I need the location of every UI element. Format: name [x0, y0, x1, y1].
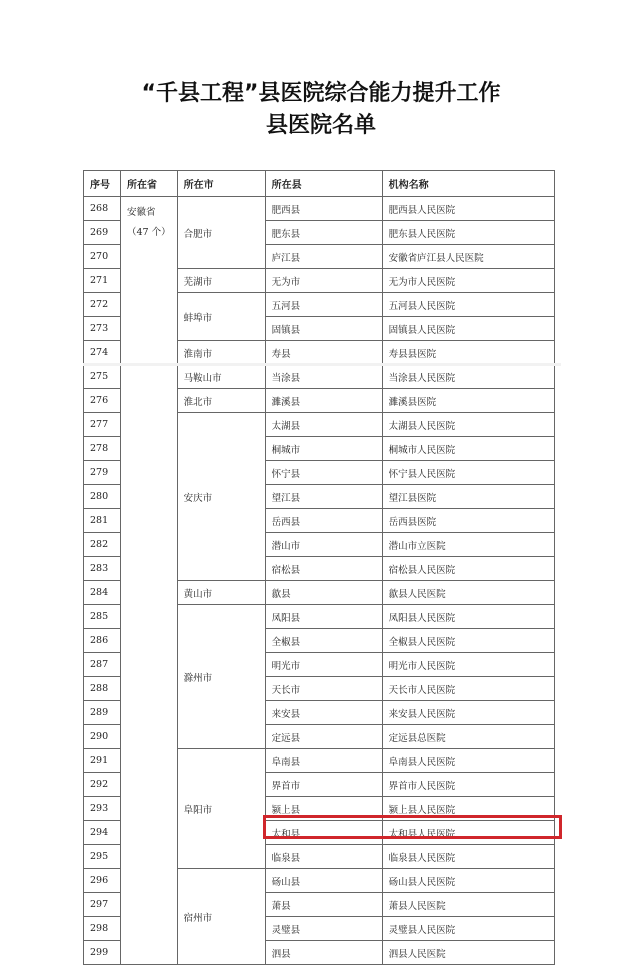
institution-cell: 无为市人民医院 [382, 269, 554, 293]
institution-cell: 肥西县人民医院 [382, 197, 554, 221]
row-number: 288 [84, 677, 121, 701]
city-cell: 马鞍山市 [177, 365, 265, 389]
institution-cell: 五河县人民医院 [382, 293, 554, 317]
county-cell: 庐江县 [265, 245, 382, 269]
city-cell: 合肥市 [177, 197, 265, 269]
city-cell: 淮北市 [177, 389, 265, 413]
row-number: 268 [84, 197, 121, 221]
table-header-row [84, 171, 555, 197]
county-cell: 宿松县 [265, 557, 382, 581]
row-number: 295 [84, 845, 121, 869]
row-number: 273 [84, 317, 121, 341]
row-number: 276 [84, 389, 121, 413]
province-name: 安徽省 [127, 207, 156, 218]
institution-cell: 寿县县医院 [382, 341, 554, 365]
institution-cell: 定远县总医院 [382, 725, 554, 749]
table-row [84, 197, 555, 221]
county-cell: 灵璧县 [265, 917, 382, 941]
header-seq: 序号 [84, 171, 121, 197]
county-cell: 桐城市 [265, 437, 382, 461]
institution-cell: 凤阳县人民医院 [382, 605, 554, 629]
county-cell: 砀山县 [265, 869, 382, 893]
county-cell: 太湖县 [265, 413, 382, 437]
institution-cell: 来安县人民医院 [382, 701, 554, 725]
county-cell: 五河县 [265, 293, 382, 317]
institution-cell: 固镇县人民医院 [382, 317, 554, 341]
header-province: 所在省 [121, 171, 178, 197]
institution-cell: 颍上县人民医院 [382, 797, 554, 821]
institution-cell: 望江县医院 [382, 485, 554, 509]
city-cell: 淮南市 [177, 341, 265, 365]
row-number: 284 [84, 581, 121, 605]
city-cell: 宿州市 [177, 869, 265, 965]
row-number: 298 [84, 917, 121, 941]
institution-cell: 宿松县人民医院 [382, 557, 554, 581]
county-cell: 望江县 [265, 485, 382, 509]
county-cell: 天长市 [265, 677, 382, 701]
county-cell: 当涂县 [265, 365, 382, 389]
county-cell: 肥西县 [265, 197, 382, 221]
institution-cell: 萧县人民医院 [382, 893, 554, 917]
row-number: 290 [84, 725, 121, 749]
institution-cell: 肥东县人民医院 [382, 221, 554, 245]
header-institution: 机构名称 [382, 171, 554, 197]
county-cell: 来安县 [265, 701, 382, 725]
row-number: 280 [84, 485, 121, 509]
city-cell: 阜阳市 [177, 749, 265, 869]
institution-cell: 怀宁县人民医院 [382, 461, 554, 485]
institution-cell: 全椒县人民医院 [382, 629, 554, 653]
row-number: 299 [84, 941, 121, 965]
county-cell: 泗县 [265, 941, 382, 965]
institution-cell: 泗县人民医院 [382, 941, 554, 965]
row-number: 283 [84, 557, 121, 581]
document-title: “千县工程”县医院综合能力提升工作 [141, 81, 501, 106]
institution-cell: 潜山市立医院 [382, 533, 554, 557]
institution-cell: 歙县人民医院 [382, 581, 554, 605]
county-cell: 颍上县 [265, 797, 382, 821]
row-number: 297 [84, 893, 121, 917]
county-cell: 怀宁县 [265, 461, 382, 485]
row-number: 281 [84, 509, 121, 533]
county-cell: 固镇县 [265, 317, 382, 341]
header-county: 所在县 [265, 171, 382, 197]
county-cell: 明光市 [265, 653, 382, 677]
institution-cell: 濉溪县医院 [382, 389, 554, 413]
institution-cell: 岳西县医院 [382, 509, 554, 533]
county-cell: 全椒县 [265, 629, 382, 653]
county-cell: 濉溪县 [265, 389, 382, 413]
row-number: 270 [84, 245, 121, 269]
county-cell: 歙县 [265, 581, 382, 605]
row-number: 279 [84, 461, 121, 485]
institution-cell: 天长市人民医院 [382, 677, 554, 701]
province-cell [121, 197, 178, 965]
county-cell: 萧县 [265, 893, 382, 917]
institution-cell: 砀山县人民医院 [382, 869, 554, 893]
row-number: 291 [84, 749, 121, 773]
city-cell: 安庆市 [177, 413, 265, 581]
county-cell: 寿县 [265, 341, 382, 365]
row-number: 287 [84, 653, 121, 677]
row-number: 277 [84, 413, 121, 437]
city-cell: 蚌埠市 [177, 293, 265, 341]
county-cell: 太和县 [265, 821, 382, 845]
row-number: 272 [84, 293, 121, 317]
institution-cell: 太湖县人民医院 [382, 413, 554, 437]
row-number: 269 [84, 221, 121, 245]
row-number: 294 [84, 821, 121, 845]
row-number: 286 [84, 629, 121, 653]
highlight-box [263, 815, 562, 839]
row-number: 296 [84, 869, 121, 893]
row-number: 271 [84, 269, 121, 293]
county-cell: 临泉县 [265, 845, 382, 869]
institution-cell: 桐城市人民医院 [382, 437, 554, 461]
county-cell: 潜山市 [265, 533, 382, 557]
page-seam [83, 363, 561, 366]
row-number: 275 [84, 365, 121, 389]
county-cell: 界首市 [265, 773, 382, 797]
document-subtitle: 县医院名单 [265, 113, 376, 138]
province-count: （47 个） [127, 227, 171, 238]
row-number: 274 [84, 341, 121, 365]
row-number: 278 [84, 437, 121, 461]
county-cell: 定远县 [265, 725, 382, 749]
county-cell: 岳西县 [265, 509, 382, 533]
institution-cell: 太和县人民医院 [382, 821, 554, 845]
row-number: 289 [84, 701, 121, 725]
county-cell: 无为市 [265, 269, 382, 293]
county-cell: 凤阳县 [265, 605, 382, 629]
city-cell: 滁州市 [177, 605, 265, 749]
institution-cell: 安徽省庐江县人民医院 [382, 245, 554, 269]
row-number: 285 [84, 605, 121, 629]
institution-cell: 灵璧县人民医院 [382, 917, 554, 941]
institution-cell: 界首市人民医院 [382, 773, 554, 797]
institution-cell: 明光市人民医院 [382, 653, 554, 677]
institution-cell: 当涂县人民医院 [382, 365, 554, 389]
institution-cell: 临泉县人民医院 [382, 845, 554, 869]
hospital-list-table [83, 170, 555, 965]
county-cell: 肥东县 [265, 221, 382, 245]
row-number: 293 [84, 797, 121, 821]
header-city: 所在市 [177, 171, 265, 197]
city-cell: 黄山市 [177, 581, 265, 605]
institution-cell: 阜南县人民医院 [382, 749, 554, 773]
row-number: 282 [84, 533, 121, 557]
county-cell: 阜南县 [265, 749, 382, 773]
city-cell: 芜湖市 [177, 269, 265, 293]
row-number: 292 [84, 773, 121, 797]
